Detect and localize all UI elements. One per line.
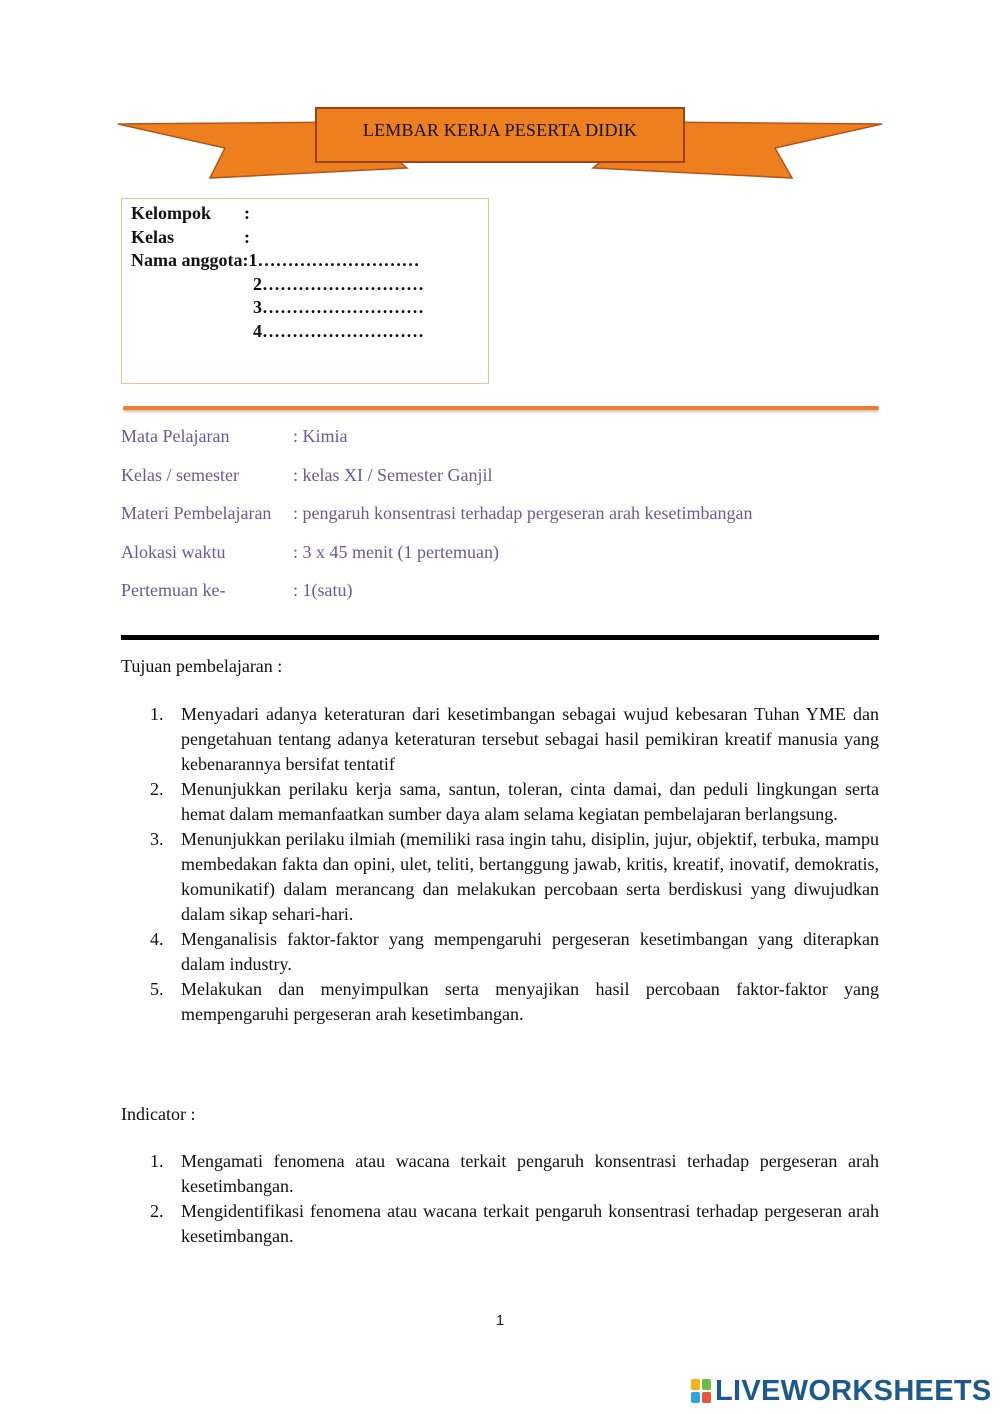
nama-anggota-label: Nama anggota: (131, 250, 249, 270)
info-row-kelas-semester (121, 465, 901, 504)
black-divider (121, 635, 879, 640)
identity-box (121, 198, 489, 384)
kelas-label: Kelas (131, 226, 174, 247)
info-row-materi (121, 503, 901, 542)
item-text: Mengidentifikasi fenomena atau wacana terkait pengaruh konsentrasi terhadap pergeseran arah kesetimbangan. (181, 1201, 879, 1246)
info-row-pertemuan (121, 580, 901, 619)
info-label: Pertemuan ke- (121, 580, 226, 600)
list-item (150, 827, 879, 927)
indicator-heading: Indicator : (121, 1104, 196, 1124)
list-item (150, 1199, 879, 1249)
worksheet-title: LEMBAR KERJA PESERTA DIDIK (362, 119, 638, 140)
item-number: 1. (150, 1151, 164, 1171)
item-text: Menunjukkan perilaku kerja sama, santun, toleran, cinta damai, dan peduli lingkungan serta hemat dalam memanfaatkan sumber daya alam selama kegiatan pembelajaran berlangsung. (181, 779, 879, 824)
nama-anggota-row (131, 249, 488, 273)
kelas-colon: : (244, 226, 250, 247)
item-text: Melakukan dan menyimpulkan serta menyajikan hasil percobaan faktor-faktor yang mempengaruhi pergeseran arah kesetimbangan. (181, 979, 879, 1024)
list-item (150, 702, 879, 777)
list-item (150, 777, 879, 827)
tujuan-heading: Tujuan pembelajaran : (121, 656, 283, 676)
item-text: Menganalisis faktor-faktor yang mempengaruhi pergeseran kesetimbangan yang diterapkan dalam industry. (181, 929, 879, 974)
item-number: 2. (150, 1201, 164, 1221)
info-value: : 3 x 45 menit (1 pertemuan) (293, 541, 499, 562)
liveworksheets-brand: LIVEWORKSHEETS (715, 1374, 992, 1407)
item-number: 2. (150, 779, 164, 799)
member-2: 2……………………… (253, 273, 424, 294)
item-number: 4. (150, 929, 164, 949)
info-value: : Kimia (293, 426, 348, 446)
member-1: 1……………………… (248, 250, 420, 270)
kelas-row (131, 226, 488, 250)
info-row-mata-pelajaran (121, 426, 901, 465)
liveworksheets-mark-icon (690, 1378, 712, 1404)
item-number: 1. (150, 704, 164, 724)
liveworksheets-logo[interactable] (690, 1374, 992, 1408)
info-label: Materi Pembelajaran (121, 503, 272, 523)
indicator-list (150, 1149, 879, 1249)
info-value: : kelas XI / Semester Ganjil (293, 464, 493, 485)
tujuan-list (150, 702, 879, 1027)
item-text: Menyadari adanya keteraturan dari kesetimbangan sebagai wujud kebesaran Tuhan YME dan pengetahuan tentang adanya keteraturan tersebut sebagai hasil pemikiran kreatif manusia yang kebenarannya bersifat tentatif (181, 704, 879, 774)
item-number: 3. (150, 829, 164, 849)
item-number: 5. (150, 979, 164, 999)
kelompok-label: Kelompok (131, 203, 212, 223)
member-3: 3……………………… (253, 297, 424, 317)
item-text: Mengamati fenomena atau wacana terkait pengaruh konsentrasi terhadap pergeseran arah kesetimbangan. (181, 1151, 879, 1196)
item-text: Menunjukkan perilaku ilmiah (memiliki rasa ingin tahu, disiplin, jujur, objektif, terbuka, mampu membedakan fakta dan opini, ulet, teliti, bertanggung jawab, kritis, kreatif, inovatif, demokratis, komunikatif) dalam merancang dan melakukan percobaan serta berdiskusi yang diwujudkan dalam sikap sehari-hari. (181, 829, 879, 924)
info-row-alokasi-waktu (121, 542, 901, 581)
info-value: : pengaruh konsentrasi terhadap pergeseran arah kesetimbangan (293, 503, 753, 523)
info-label: Kelas / semester (121, 464, 239, 485)
info-label: Mata Pelajaran (121, 426, 230, 446)
info-label: Alokasi waktu (121, 541, 226, 562)
subject-info (121, 426, 901, 619)
page-number: 1 (495, 1312, 505, 1329)
list-item (150, 977, 879, 1027)
kelompok-colon: : (244, 203, 250, 223)
member-4: 4……………………… (253, 320, 424, 341)
list-item (150, 1149, 879, 1199)
orange-divider (123, 406, 879, 410)
kelompok-row (131, 202, 488, 226)
info-value: : 1(satu) (293, 580, 353, 600)
list-item (150, 927, 879, 977)
